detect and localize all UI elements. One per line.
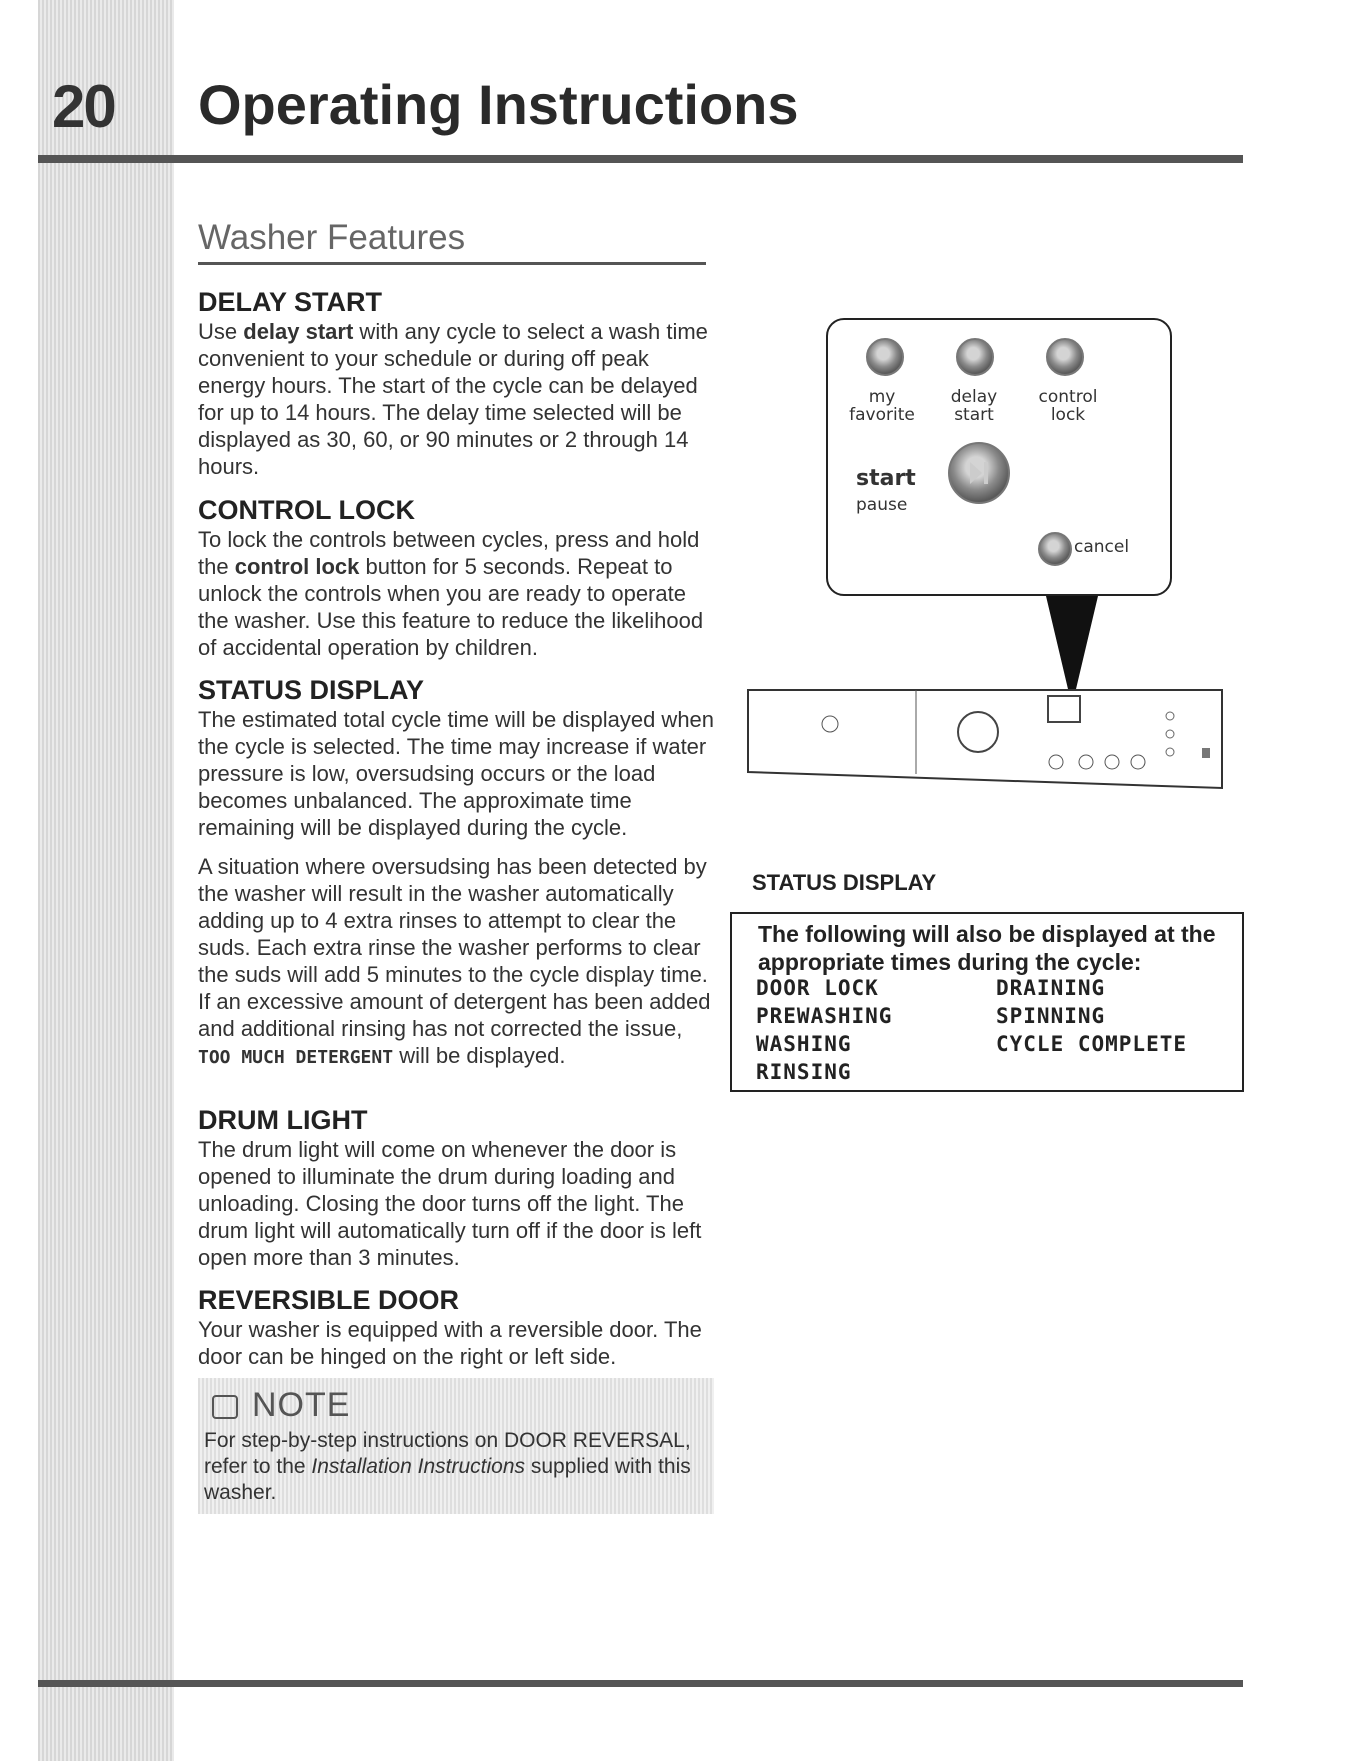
my-favorite-label: my favorite [849, 387, 915, 425]
drum-light-text: The drum light will come on whenever the door is opened to illuminate the drum during loading and unloading. Closing the door turns off the light. The drum light will automatically turn off if the door is left open more than 3 minutes. [198, 1137, 702, 1270]
reversible-door-heading: REVERSIBLE DOOR [198, 1285, 460, 1315]
status-message: DRAINING [996, 976, 1106, 1000]
note-icon [212, 1395, 238, 1419]
status-message: CYCLE COMPLETE [996, 1032, 1188, 1056]
washer-console-illustration [746, 686, 1224, 792]
side-bar-decoration [38, 0, 174, 1761]
status-display-para1: The estimated total cycle time will be displayed when the cycle is selected. The time may increase if water pressure is low, oversudsing occurs or the load becomes unbalanced. The approximate time remaining will be displayed during the cycle. [198, 707, 715, 840]
page-title: Operating Instructions [198, 73, 799, 136]
page-number: 20 [52, 73, 115, 140]
note-text: For step-by-step instructions on DOOR REVERSAL, refer to the Installation Instructions supplied with this washer. [204, 1429, 691, 1504]
start-label: start [856, 466, 916, 491]
reversible-door-text: Your washer is equipped with a reversible door. The door can be hinged on the right or left side. [198, 1317, 702, 1369]
delay-start-bold: delay start [243, 319, 354, 344]
control-lock-bold: control lock [234, 554, 360, 579]
drum-light-section [198, 1104, 718, 1271]
my-favorite-button [866, 338, 904, 376]
status-intro: The following will also be displayed at the appropriate times during the cycle: [758, 921, 1216, 975]
control-lock-section [198, 494, 718, 661]
status-display-caption: STATUS DISPLAY [752, 870, 937, 895]
reversible-door-section [198, 1284, 718, 1370]
note-box [198, 1378, 714, 1514]
section-title: Washer Features [198, 218, 466, 257]
note-heading: NOTE [212, 1386, 350, 1425]
status-message: RINSING [756, 1060, 852, 1084]
section-rule [198, 262, 706, 265]
start-pause-button [948, 442, 1010, 504]
control-lock-button [1046, 338, 1084, 376]
control-lock-heading: CONTROL LOCK [198, 495, 415, 525]
status-message: WASHING [756, 1032, 852, 1056]
delay-start-button [956, 338, 994, 376]
control-lock-text: To lock the controls between cycles, press and hold the control lock button for 5 seconds. Repeat to unlock the controls when you are ready to operate the washer. Use this feature to reduce the likelihood of accidental operation by children. [198, 527, 704, 660]
cancel-label: cancel [1074, 537, 1130, 557]
play-pause-icon [950, 444, 1008, 502]
delay-start-label: delay start [950, 387, 998, 425]
control-panel-illustration [826, 318, 1172, 596]
delay-start-heading: DELAY START [198, 287, 383, 317]
status-message: SPINNING [996, 1004, 1106, 1028]
status-display-para2: A situation where oversudsing has been detected by the washer will result in the washer automatically adding up to 4 extra rinses to attempt to clear the suds. Each extra rinse the washer performs to clear the suds will add 5 minutes to the cycle display time. If an excessive amount of detergent has been added and additional rinsing has not corrected the issue, TOO MUCH DETERGENT will be displayed. [198, 854, 711, 1068]
delay-start-text: Use delay start with any cycle to select a wash time convenient to your schedule or during off peak energy hours. The start of the cycle can be delayed for up to 14 hours. The delay time selected will be displayed as 30, 60, or 90 minutes or 2 through 14 hours. [198, 319, 708, 479]
header-rule [38, 155, 1243, 163]
pause-label: pause [856, 495, 908, 515]
cancel-button [1038, 532, 1072, 566]
status-messages-box [730, 912, 1244, 1092]
delay-start-section [198, 286, 718, 480]
status-message: PREWASHING [756, 1004, 893, 1028]
status-message: DOOR LOCK [756, 976, 879, 1000]
status-display-section [198, 674, 718, 1071]
control-lock-label: control lock [1038, 387, 1098, 425]
drum-light-heading: DRUM LIGHT [198, 1105, 368, 1135]
too-much-detergent-lcd: TOO MUCH DETERGENT [198, 1047, 394, 1068]
footer-rule [38, 1680, 1243, 1687]
status-display-heading: STATUS DISPLAY [198, 675, 425, 705]
